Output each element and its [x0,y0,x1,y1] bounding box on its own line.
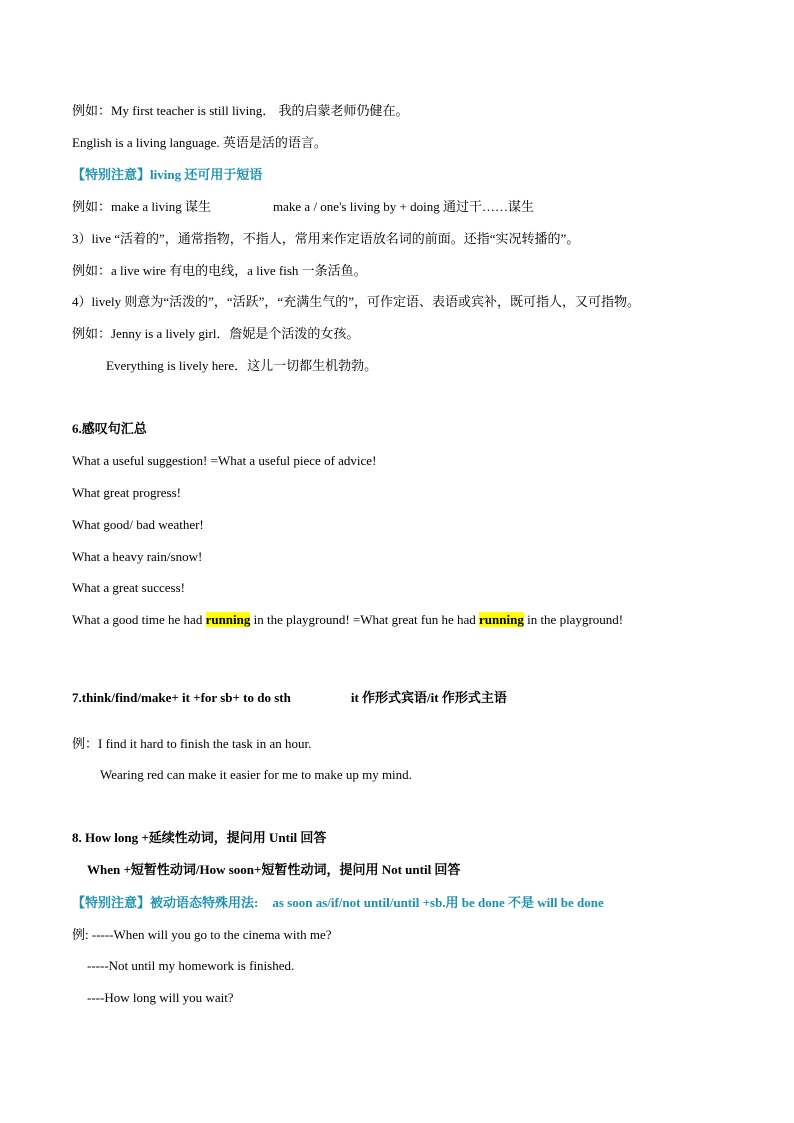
text-segment: in the playground! [523,612,624,627]
make-a-living-phrase: 例如：make a living 谋生 [72,199,212,214]
example-make-a-living [72,198,534,216]
section-7-explanation: it 作形式宾语/it 作形式主语 [350,690,507,705]
rule-lively: 4）lively 则意为“活泼的”，“活跃”，“充满生气的”，可作定语、表语或宾补，既可指人，又可指物。 [72,294,640,309]
special-note-living: 【特别注意】living 还可用于短语 [72,167,263,182]
make-ones-living-phrase: make a / one's living by + doing 通过干……谋生 [273,199,534,214]
text-segment: What a good time he had [72,612,206,627]
section-7-heading [72,689,507,707]
section-8-subheading: When +短暂性动词/How soon+短暂性动词，提问用 Not until 回答 [87,862,461,877]
example-wearing-red: Wearing red can make it easier for me to make up my mind. [100,767,412,782]
text-segment: in the playground! =What great fun he had [250,612,480,627]
exclamation-item-running [72,611,623,629]
section-7-formula: 7.think/find/make+ it +for sb+ to do sth [72,690,291,705]
dialogue-line: 例: -----When will you go to the cinema with me? [72,927,332,942]
example-living-teacher: 例如：My first teacher is still living． 我的启蒙老师仍健在。 [72,103,409,118]
section-8-heading: 8. How long +延续性动词，提问用 Until 回答 [72,830,327,845]
example-find-it-hard: 例：I find it hard to finish the task in an hour. [72,736,312,751]
highlighted-running: running [205,612,251,627]
example-live-wire: 例如：a live wire 有电的电线，a live fish 一条活鱼。 [72,263,367,278]
exclamation-item: What great progress! [72,485,182,500]
example-living-language: English is a living language. 英语是活的语言。 [72,135,327,150]
special-note-passive [72,894,604,912]
exclamation-item: What good/ bad weather! [72,517,204,532]
special-note-rule: as soon as/if/not until/until +sb.用 be done 不是 will be done [272,895,604,910]
special-note-label: 【特别注意】被动语态特殊用法: [72,895,259,910]
exclamation-item: What a heavy rain/snow! [72,549,203,564]
highlighted-running: running [479,612,524,627]
rule-live: 3）live “活着的”，通常指物，不指人，常用来作定语放名词的前面。还指“实况转播的”。 [72,231,580,246]
example-everything-lively: Everything is lively here．这儿一切都生机勃勃。 [106,358,378,373]
exclamation-item: What a useful suggestion! =What a useful piece of advice! [72,453,377,468]
section-6-heading: 6.感叹句汇总 [72,421,147,436]
example-jenny-lively: 例如：Jenny is a lively girl．詹妮是个活泼的女孩。 [72,326,360,341]
dialogue-line: -----Not until my homework is finished. [87,958,295,973]
exclamation-item: What a great success! [72,580,185,595]
dialogue-line: ----How long will you wait? [87,990,234,1005]
